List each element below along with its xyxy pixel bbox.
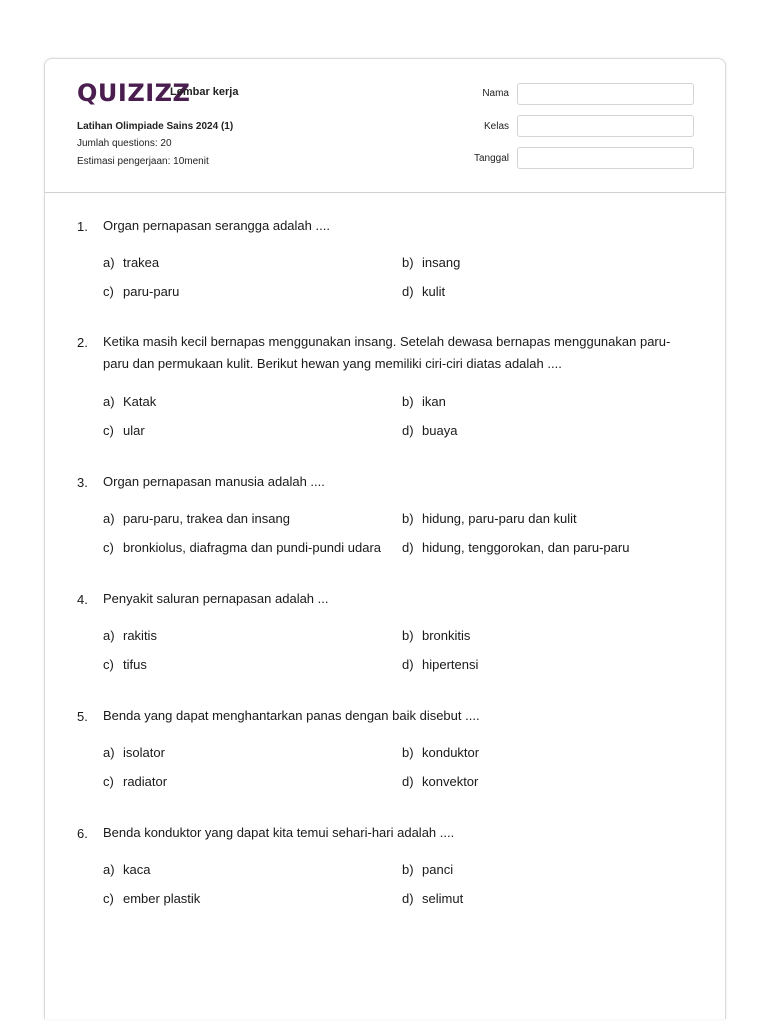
quiz-title: Latihan Olimpiade Sains 2024 (1): [77, 121, 234, 132]
option-letter: a): [103, 511, 115, 526]
option-d[interactable]: [402, 540, 629, 555]
option-letter: a): [103, 628, 115, 643]
option-text: paru-paru, trakea dan insang: [123, 511, 290, 526]
option-text: kaca: [123, 862, 151, 877]
option-a[interactable]: [103, 862, 150, 877]
option-text: buaya: [422, 423, 458, 438]
question-text: Benda yang dapat menghantarkan panas dengan baik disebut ....: [103, 708, 480, 723]
option-letter: c): [103, 891, 114, 906]
option-c[interactable]: [103, 657, 147, 672]
option-text: konvektor: [422, 774, 479, 789]
option-text: panci: [422, 862, 454, 877]
quizizz-logo: QUIZIZZ: [77, 79, 191, 107]
option-b[interactable]: [402, 628, 470, 643]
option-text: bronkitis: [422, 628, 471, 643]
option-text: rakitis: [123, 628, 157, 643]
option-b[interactable]: [402, 394, 446, 409]
option-letter: a): [103, 394, 115, 409]
option-text: bronkiolus, diafragma dan pundi-pundi udara: [123, 540, 382, 555]
class-field[interactable]: [517, 115, 694, 137]
option-letter: b): [402, 862, 414, 877]
option-letter: a): [103, 862, 115, 877]
option-text: konduktor: [422, 745, 480, 760]
question-number: 5.: [77, 709, 88, 724]
option-text: trakea: [123, 255, 160, 270]
question-text: Benda konduktor yang dapat kita temui sehari-hari adalah ....: [103, 825, 455, 840]
option-d[interactable]: [402, 774, 478, 789]
question-4: [77, 592, 697, 672]
option-c[interactable]: [103, 423, 145, 438]
option-text: Katak: [123, 394, 157, 409]
question-number: 4.: [77, 592, 88, 607]
option-text: selimut: [422, 891, 464, 906]
option-letter: b): [402, 255, 414, 270]
option-text: ikan: [422, 394, 446, 409]
option-letter: c): [103, 657, 114, 672]
option-letter: b): [402, 511, 414, 526]
option-text: hidung, tenggorokan, dan paru-paru: [422, 540, 630, 555]
worksheet-header: [45, 59, 725, 193]
estimated-time: Estimasi pengerjaan: 10menit: [77, 156, 209, 167]
question-number: 1.: [77, 219, 88, 234]
question-number: 3.: [77, 475, 88, 490]
worksheet-label: Lembar kerja: [170, 86, 239, 98]
option-text: paru-paru: [123, 284, 180, 299]
option-b[interactable]: [402, 745, 479, 760]
option-letter: b): [402, 394, 414, 409]
name-field[interactable]: [517, 83, 694, 105]
option-letter: b): [402, 628, 414, 643]
option-b[interactable]: [402, 511, 577, 526]
question-text: Ketika masih kecil bernapas menggunakan insang. Setelah dewasa bernapas menggunakan paru-paru dan permukaan kulit. Berikut hewan yang memiliki ciri-ciri diatas adalah ....: [103, 334, 671, 371]
option-text: kulit: [422, 284, 446, 299]
option-letter: d): [402, 284, 414, 299]
option-c[interactable]: [103, 774, 167, 789]
option-letter: c): [103, 284, 114, 299]
option-d[interactable]: [402, 891, 463, 906]
option-letter: a): [103, 255, 115, 270]
question-text: Penyakit saluran pernapasan adalah ...: [103, 591, 329, 606]
option-a[interactable]: [103, 628, 157, 643]
option-d[interactable]: [402, 284, 445, 299]
worksheet-page: [44, 58, 726, 1019]
option-b[interactable]: [402, 862, 453, 877]
option-d[interactable]: [402, 657, 478, 672]
option-text: hidung, paru-paru dan kulit: [422, 511, 577, 526]
question-5: [77, 709, 697, 789]
option-a[interactable]: [103, 511, 290, 526]
option-text: ember plastik: [123, 891, 201, 906]
question-6: [77, 826, 697, 906]
date-label: Tanggal: [473, 153, 509, 164]
option-text: isolator: [123, 745, 165, 760]
option-c[interactable]: [103, 891, 200, 906]
option-letter: c): [103, 540, 114, 555]
option-text: hipertensi: [422, 657, 479, 672]
option-a[interactable]: [103, 255, 159, 270]
option-b[interactable]: [402, 255, 460, 270]
option-letter: b): [402, 745, 414, 760]
option-letter: d): [402, 423, 414, 438]
question-text: Organ pernapasan manusia adalah ....: [103, 474, 325, 489]
date-field[interactable]: [517, 147, 694, 169]
question-text: Organ pernapasan serangga adalah ....: [103, 218, 330, 233]
question-2: [77, 334, 697, 438]
option-text: insang: [422, 255, 461, 270]
question-number: 6.: [77, 826, 88, 841]
option-a[interactable]: [103, 394, 156, 409]
question-number: 2.: [77, 335, 88, 350]
option-letter: d): [402, 657, 414, 672]
option-letter: d): [402, 774, 414, 789]
option-letter: d): [402, 891, 414, 906]
name-label: Nama: [482, 88, 509, 99]
option-d[interactable]: [402, 423, 457, 438]
option-letter: c): [103, 423, 114, 438]
class-label: Kelas: [483, 121, 509, 132]
option-c[interactable]: [103, 540, 381, 555]
option-text: radiator: [123, 774, 168, 789]
option-c[interactable]: [103, 284, 179, 299]
question-count: Jumlah questions: 20: [77, 138, 172, 149]
option-letter: c): [103, 774, 114, 789]
option-text: ular: [123, 423, 145, 438]
option-letter: d): [402, 540, 414, 555]
option-text: tifus: [123, 657, 147, 672]
option-a[interactable]: [103, 745, 165, 760]
question-3: [77, 475, 697, 555]
question-1: [77, 219, 697, 299]
option-letter: a): [103, 745, 115, 760]
